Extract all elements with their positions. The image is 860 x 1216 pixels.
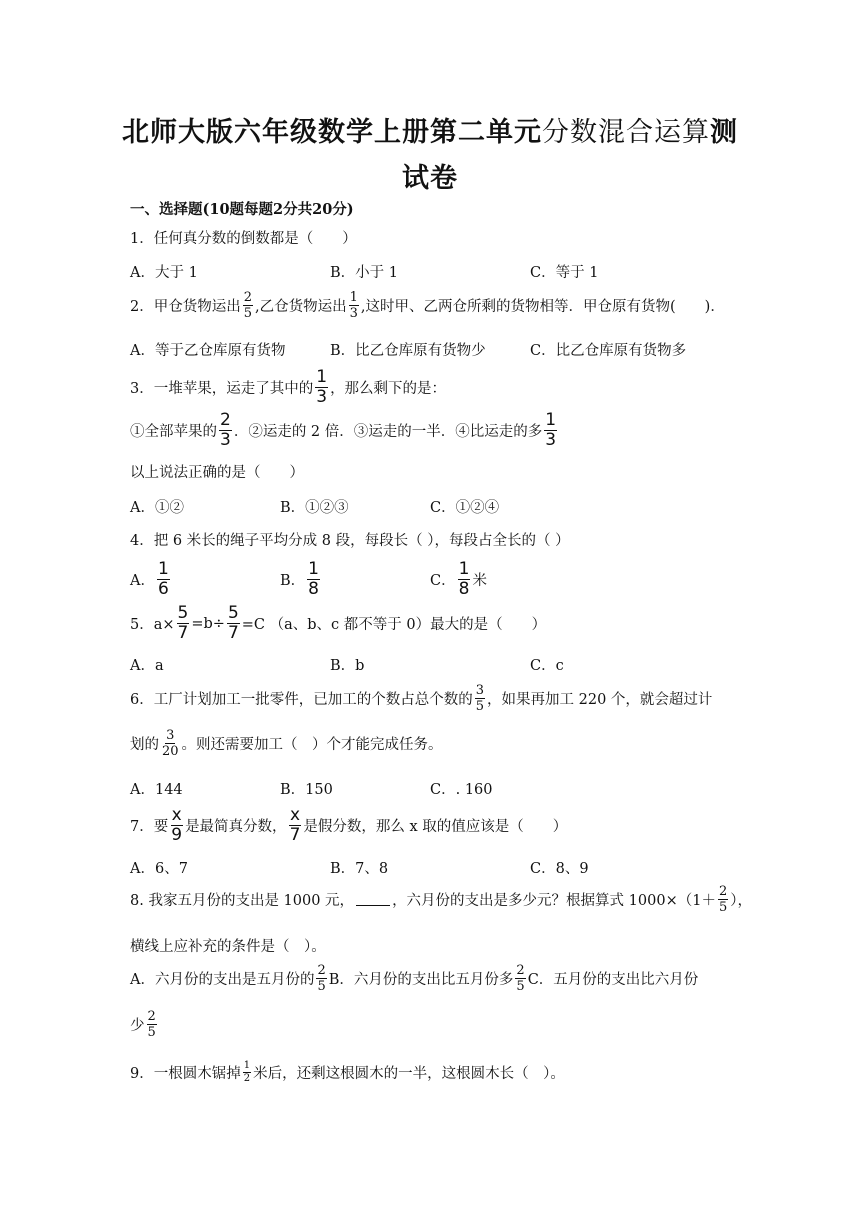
q2-option-b: B．比乙仓库原有货物少 — [330, 343, 486, 359]
fraction: $\frac{1}{8}$ — [458, 559, 470, 599]
q3-option-b: B．①②③ — [280, 500, 349, 516]
question-3-statements: ①全部苹果的 $\frac{2}{3}$ ．②运走的 2 倍．③运走的一半．④比运走的多 $\frac{1}{3}$ — [130, 410, 557, 450]
question-9: 9．一根圆木锯掉 $\frac{1}{2}$ 米后，还剩这根圆木的一半，这根圆木长（ ）。 — [130, 1060, 565, 1084]
q5-option-a: A．a — [130, 658, 164, 674]
q6-option-b: B．150 — [280, 782, 333, 798]
question-4: 4．把 6 米长的绳子平均分成 8 段，每段长（ ），每段占全长的（ ） — [130, 533, 570, 549]
fraction: $\frac{2}{5}$ — [317, 963, 326, 994]
q3-option-a: A．①② — [130, 500, 184, 516]
q1-option-c: C．等于 1 — [530, 265, 599, 281]
q7-option-a: A．6、7 — [130, 861, 188, 877]
fraction: $\frac{5}{7}$ — [227, 603, 239, 643]
fraction: $\frac{x}{9}$ — [171, 805, 183, 845]
q4-option-a: A． $\frac{1}{6}$ — [130, 559, 169, 599]
q4-option-b: B． $\frac{1}{8}$ — [280, 559, 319, 599]
question-6: 6．工厂计划加工一批零件，已加工的个数占总个数的 $\frac{3}{5}$ ，如果再加工 220 个，就会超过计 — [130, 683, 713, 714]
question-2: 2．甲仓货物运出 $\frac{2}{5}$ ,乙仓货物运出 $\frac{1}{3}$ ,这时甲、乙两仓所剩的货物相等．甲仓原有货物( )． — [130, 290, 725, 321]
fraction: $\frac{2}{5}$ — [147, 1009, 156, 1040]
fraction: $\frac{1}{6}$ — [157, 559, 169, 599]
q4-option-c: C． $\frac{1}{8}$ 米 — [430, 559, 487, 599]
q6-option-c: C．. 160 — [430, 782, 493, 798]
q3-option-c: C．①②④ — [430, 500, 500, 516]
q5-option-b: B．b — [330, 658, 365, 674]
fraction: $\frac{2}{5}$ — [718, 884, 728, 915]
q2-option-c: C．比乙仓库原有货物多 — [530, 343, 687, 359]
fraction: $\frac{2}{3}$ — [220, 410, 231, 450]
question-5: 5．a× $\frac{5}{7}$ =b÷ $\frac{5}{7}$ =C （a、b、c 都不等于 0）最大的是（ ） — [130, 603, 547, 643]
question-1: 1．任何真分数的倒数都是（ ） — [130, 231, 357, 247]
fraction: $\frac{3}{5}$ — [475, 683, 485, 714]
fraction: $\frac{1}{3}$ — [545, 410, 557, 450]
fraction: $\frac{1}{3}$ — [349, 290, 358, 321]
fraction: $\frac{5}{7}$ — [177, 603, 189, 643]
fraction: $\frac{1}{2}$ — [243, 1060, 251, 1084]
q7-option-c: C．8、9 — [530, 861, 589, 877]
answer-blank — [356, 893, 390, 906]
q7-option-b: B．7、8 — [330, 861, 389, 877]
fraction: $\frac{3}{20}$ — [162, 728, 179, 759]
document-title-line2: 试卷 — [402, 163, 458, 194]
question-3-prompt: 以上说法正确的是（ ） — [130, 465, 304, 481]
fraction: $\frac{2}{5}$ — [516, 963, 525, 994]
question-8-prompt: 横线上应补充的条件是（ ）。 — [130, 939, 326, 955]
question-3: 3．一堆苹果，运走了其中的 $\frac{1}{3}$ ，那么剩下的是： — [130, 367, 447, 407]
section-heading: 一、选择题(10题每题2分共20分) — [130, 201, 354, 218]
document-title-line1: 北师大版六年级数学上册第二单元分数混合运算测 — [122, 117, 738, 148]
question-8: 8. 我家五月份的支出是 1000 元， ，六月份的支出是多少元？根据算式 1000×（1＋ $\frac{2}{5}$ ）， — [130, 884, 752, 915]
fraction: $\frac{2}{5}$ — [243, 290, 253, 321]
fraction: $\frac{1}{3}$ — [316, 367, 328, 407]
question-8-options-cont: 少 $\frac{2}{5}$ — [130, 1009, 156, 1040]
question-8-options: A．六月份的支出是五月份的 $\frac{2}{5}$ B．六月份的支出比五月份多 $\frac{2}{5}$ C．五月份的支出比六月份 — [130, 963, 699, 994]
fraction: $\frac{x}{7}$ — [289, 805, 301, 845]
q6-option-a: A．144 — [130, 782, 183, 798]
fraction: $\frac{1}{8}$ — [308, 559, 319, 599]
question-7: 7．要 $\frac{x}{9}$ 是最简真分数， $\frac{x}{7}$ 是假分数，那么 x 取的值应该是（ ） — [130, 805, 568, 845]
question-6-cont: 划的 $\frac{3}{20}$ 。则还需要加工（ ）个才能完成任务。 — [130, 728, 443, 759]
q1-option-a: A．大于 1 — [130, 265, 198, 281]
q1-option-b: B．小于 1 — [330, 265, 398, 281]
q5-option-c: C．c — [530, 658, 564, 674]
q2-option-a: A．等于乙仓库原有货物 — [130, 343, 286, 359]
